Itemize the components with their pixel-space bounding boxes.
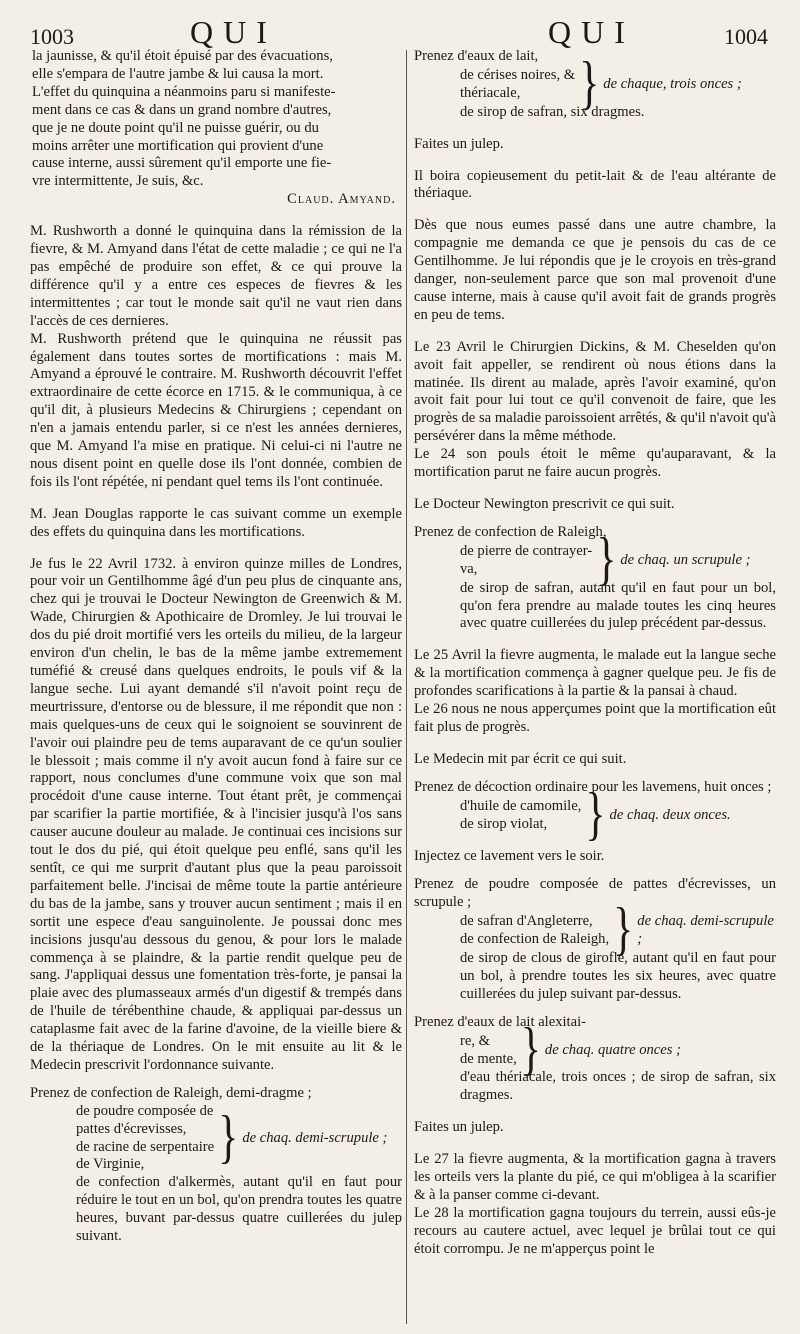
- prescription-item: thériacale,: [460, 84, 521, 101]
- paragraph: Le 23 Avril le Chirurgien Dickins, & M. Cheselden qu'on avoit fait appeller, se rendirent où nous étions dans la matinée. Ils dirent au malade, après l'avoir examiné, qu'on avoit fait pour lui tout ce qu'il convenoit de faire, que les progrès de sa maladie paroissoient arrêtés, & qu'il n'avoit qu'à persévérer dans la même méthode.: [414, 338, 776, 445]
- prescription-dose: de chaq. un scrupule ;: [620, 551, 751, 568]
- prescription-6: [414, 1014, 776, 1106]
- paragraph: Il boira copieusement du petit-lait & de l'eau altérante de thériaque.: [414, 167, 776, 202]
- prescription-item: de confection de Raleigh,: [460, 931, 610, 948]
- brace-glyph: }: [520, 1017, 541, 1082]
- page-number-left: 1003: [30, 24, 74, 49]
- paragraph: Injectez ce lavement vers le soir.: [414, 848, 605, 865]
- prescription-tail: d'eau thériacale, trois onces ; de sirop de safran, six dragmes.: [460, 1069, 776, 1104]
- prescription-dose: de chaq. deux onces.: [609, 806, 731, 823]
- paragraph: Le 27 la fievre augmenta, & la mortification gagna à travers les orteils vers la plante du pié, ce qui m'obligea à la scarifier & à la panser comme ci-devant.: [414, 1151, 776, 1203]
- prescription-5: [414, 876, 776, 1003]
- quote-line: elle s'empara de l'autre jambe & lui causa la mort.: [32, 65, 324, 82]
- prescription-item: de racine de serpentaire: [76, 1138, 215, 1155]
- prescription-head: Prenez de confection de Raleigh,: [414, 523, 607, 540]
- prescription-head: Prenez de poudre composée de pattes d'écrevisses, un scrupule ;: [414, 876, 776, 911]
- page-number-right: 1004: [724, 24, 768, 49]
- brace-glyph: }: [579, 51, 600, 116]
- prescription-item: pattes d'écrevisses,: [76, 1120, 187, 1137]
- running-header: [0, 4, 800, 50]
- quote-line: cause interne, aussi sûrement qu'il emporte une fie-: [32, 155, 332, 172]
- prescription-head: Prenez d'eaux de lait alexitai-: [414, 1013, 586, 1030]
- right-column: [414, 48, 776, 1326]
- paragraph: Le 26 nous ne nous apperçumes point que la mortification eût fait plus de progrès.: [414, 701, 776, 735]
- paragraph: Le 28 la mortification gagna toujours du terrein, aussi eûs-je recours au cautere actuel, avec lequel je brûlai tout ce qui étoit corrompu. Je ne m'apperçus point le: [414, 1204, 776, 1257]
- prescription-item: d'huile de camomile,: [460, 797, 582, 814]
- prescription-item: de safran d'Angleterre,: [460, 913, 593, 930]
- prescription-brace-group: [460, 897, 776, 963]
- prescription-item: de sirop violat,: [460, 815, 548, 832]
- signature: Claud. Amyand.: [287, 191, 396, 208]
- quote-line: L'effet du quinquina a néanmoins paru si manifeste-: [32, 83, 336, 100]
- paragraph: Le Docteur Newington prescrivit ce qui suit.: [414, 496, 675, 513]
- prescription-item: de cérises noires, &: [460, 66, 576, 83]
- paragraph: M. Rushworth prétend que le quinquina ne réussit pas également dans toutes sortes de mortifications : mais M. Amyand a éprouvé le contraire. M. Rushworth découvrit l'effet extraordinaire de cette écorce en 1715. & le communiqua, à ce qu'il dit, à plusieurs Medecins & Chirurgiens ; cependant on n'en a jamais entendu parler, si ce n'est les années dernieres, que M. Amyand l'a mise en pratique. Ni celui-ci ni l'autre ne nous disent point en quelle dose ils l'ont donnée, combien de fois ils l'ont répétée, ni pendant quel tems ils l'ont continuée.: [30, 330, 402, 490]
- quote-line: que je ne doute point qu'il ne puisse guérir, ou du: [32, 119, 319, 136]
- prescription-4: [414, 778, 776, 847]
- prescription-tail: de sirop de safran, six dragmes.: [460, 103, 645, 120]
- quote-line: ment dans ce cas & dans un grand nombre d'autres,: [32, 101, 332, 118]
- column-divider: [406, 50, 407, 1324]
- quote-line: moins arrêter une mortification qui provient d'une: [32, 137, 324, 154]
- prescription-head: Prenez de confection de Raleigh, demi-dragme ;: [30, 1084, 312, 1101]
- brace-glyph: }: [585, 782, 606, 847]
- brace-glyph: }: [218, 1105, 239, 1170]
- paragraph: M. Jean Douglas rapporte le cas suivant comme un exemple des effets du quinquina dans les mortifications.: [30, 505, 402, 540]
- prescription-item: de mente,: [460, 1050, 517, 1067]
- prescription-dose: de chaq. demi-scrupule ;: [637, 913, 774, 948]
- paragraph: Le 24 son pouls étoit le même qu'auparavant, & la mortification parut ne faire aucun progrès.: [414, 446, 776, 481]
- prescription-tail: de sirop de safran, autant qu'il en faut pour un bol, qu'on fera prendre au malade toutes les cinq heures avec quatre cuillerées du julep précédent par-dessus.: [460, 579, 776, 632]
- prescription-head: Prenez d'eaux de lait,: [414, 48, 539, 64]
- prescription-brace-group: [76, 1103, 402, 1175]
- prescription-dose: de chaq. demi-scrupule ;: [242, 1129, 388, 1146]
- quote-line: la jaunisse, & qu'il étoit épuisé par des évacuations,: [32, 48, 333, 64]
- paragraph: Faites un julep.: [414, 1119, 504, 1136]
- prescription-tail: de sirop de clous de girofle, autant qu'il en faut pour un bol, à prendre toutes les six heures, avec quatre cuillerées du julep suivant par-dessus.: [460, 950, 776, 1002]
- paragraph: Le Medecin mit par écrit ce qui suit.: [414, 750, 627, 767]
- prescription-item: de poudre composée de: [76, 1102, 214, 1119]
- prescription-item: va,: [460, 560, 478, 577]
- quote-line: vre intermittente, Je suis, &c.: [32, 173, 204, 190]
- prescription-tail: de confection d'alkermès, autant qu'il en faut pour réduire le tout en un bol, qu'on prendra toutes les quatre heures, buvant par-dessus quatre cuillerées du julep suivant.: [76, 1174, 402, 1245]
- prescription-item: de Virginie,: [76, 1156, 145, 1173]
- paragraph: Je fus le 22 Avril 1732. à environ quinze milles de Londres, pour voir un Gentilhomme âgé d'un peu plus de cinquante ans, chez qui je trouvai le Docteur Newington de Greenwich & M. Wade, Chirurgien & Apothicaire de Dromley. Je lui trouvai le dos du pié droit mortifié vers les orteils du milieu, de la largeur environ d'un chelin, le bas de la même jambe extremement tuméfié & creusé dans quelques endroits, le pouls vif & la langue seche. Lui ayant demandé s'il n'avoit point reçu de meurtrissure, d'entorse ou de blessure, il me répondit que non : mais quelques-uns de ceux qui le soignoient se souvinrent de l'avoir oui plaindre peu de tems auparavant de ce qu'un soulier le blessoit ; mais comme il n'y avoit aucun fond à faire sur ce rapport, nous conclumes d'une commune voix que son mal procédoit d'une cause interne. Tout étant prêt, je commençai par scarifier la partie mortifiée, & à l'incisier jusqu'à l'os sans causer aucune douleur au malade. Je continuai ces incisions sur tout le dos du pié, qui étoit quelque peu enflé, sans qu'il les sentît, ce qui me surprit d'autant plus que la peau paroissoit parfaitement belle. J'incisai de même toute la partie antérieure du bas de la jambe, sans y trouver aucun sentiment ; mais il en sortit une espece d'eau sanguinolente. Je poussai donc mes incisions jusqu'au dessous du genou, & pour lors le malade commença à se plaindre, & la partie rendit quelque peu de sang. J'appliquai dessus une fomentation très-forte, je pansai la plaie avec des plumasseaux armés d'un digestif & trempés dans de l'huile de térébenthine chaude, & appliquai par-dessus un cataplasme fait avec de la farine d'avoine, de la vieille biere & de la thériaque de Londres. On le mit ensuite au lit & le Medecin prescrivit l'ordonnance suivante.: [30, 555, 402, 1073]
- prescription-head: Prenez de décoction ordinaire pour les lavemens, huit onces ;: [414, 778, 772, 795]
- brace-glyph: }: [596, 527, 617, 592]
- header-word-left: QUI: [190, 14, 277, 50]
- paragraph: Dès que nous eumes passé dans une autre chambre, la compagnie me demanda ce que je pensois du cas de ce Gentilhomme. Je lui répondis que je le croyois en très-grand danger, non-seulement parce que son mal provenoit d'une cause interne, mais à cause qu'il avoit fait de grands progrès en peu de tems.: [414, 217, 776, 323]
- header-word-right: QUI: [548, 14, 635, 50]
- paragraph: Le 25 Avril la fievre augmenta, le malade eut la langue seche & la mortification commença à gagner quelque peu. Je fis de profondes scarifications à la partie & la pansai à chaud.: [414, 647, 776, 700]
- paragraph: Faites un julep.: [414, 135, 504, 152]
- prescription-item: re, &: [460, 1032, 490, 1049]
- prescription-2: [414, 48, 776, 122]
- prescription-dose: de chaque, trois onces ;: [603, 75, 742, 92]
- brace-glyph: }: [613, 897, 634, 963]
- prescription-3: [414, 524, 776, 633]
- prescription-dose: de chaq. quatre onces ;: [544, 1041, 681, 1058]
- left-column: [30, 48, 402, 1326]
- prescription-1: [30, 1085, 402, 1246]
- paragraph: M. Rushworth a donné le quinquina dans la rémission de la fievre, & M. Amyand dans l'état de cette maladie ; ce qui ne l'a pas empêché de produire son effet, & ce qui prouve la différence qu'il y a entre ces especes de fievres & les intermittentes ; car tout le monde sait qu'il ne vaut rien dans l'accès de ces dernieres.: [30, 223, 402, 329]
- prescription-item: de pierre de contrayer-: [460, 542, 593, 559]
